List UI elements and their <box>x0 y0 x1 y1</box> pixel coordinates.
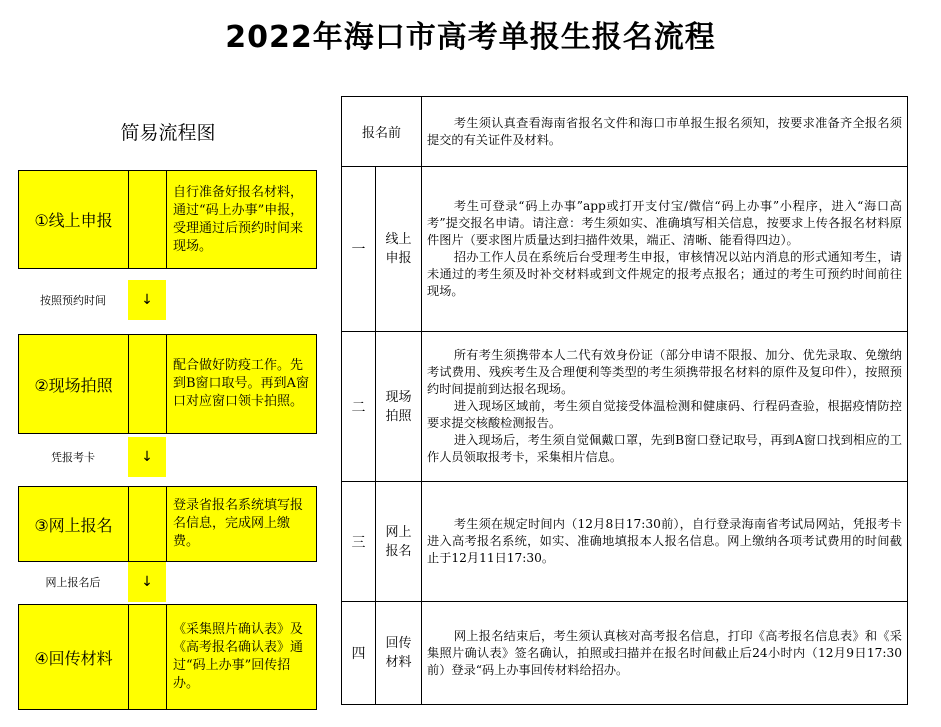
paragraph: 所有考生须携带本人二代有效身份证（部分申请不限报、加分、优先录取、免缴纳考试费用、残疾考生及合理便利等类型的考生须携带报名材料的原件及复印件），按照预约时间提前到达报名现场。 <box>427 348 902 396</box>
flow-step-spacer <box>129 335 167 433</box>
flow-step-upload-materials <box>18 604 317 710</box>
flow-step-desc: 《采集照片确认表》及《高考报名确认表》通过“码上办事”回传招办。 <box>173 622 304 691</box>
paragraph: 进入现场后，考生须自觉佩戴口罩，先到B窗口登记取号，再到A窗口找到相应的工作人员领取报考卡，采集相片信息。 <box>427 433 902 464</box>
flow-connector <box>18 562 317 602</box>
row-text <box>422 167 908 332</box>
flow-connector <box>18 437 317 477</box>
flow-connector <box>18 280 317 320</box>
table-row <box>342 167 908 332</box>
paragraph: 网上报名结束后，考生须认真核对高考报名信息，打印《高考报名信息表》和《采集照片确认表》签名确认，拍照或扫描并在报名时间截止后24小时内（12月9日17:30前）登录“码上办事回传材料给招办。 <box>427 628 902 677</box>
row-label: 现场拍照 <box>376 332 422 482</box>
pre-text <box>422 97 908 167</box>
flow-step-desc: 登录省报名系统填写报名信息，完成网上缴费。 <box>173 498 304 549</box>
flow-step-spacer <box>129 171 167 268</box>
flow-step-online-apply <box>18 170 317 269</box>
down-arrow-icon: ↓ <box>128 280 166 320</box>
down-arrow-icon: ↓ <box>128 562 166 602</box>
down-arrow-icon: ↓ <box>128 437 166 477</box>
flow-step-name: ②现场拍照 <box>19 335 129 433</box>
page-title: 2022年海口市高考单报生报名流程 <box>225 20 716 55</box>
flow-step-spacer <box>129 605 167 709</box>
flow-step-online-register <box>18 486 317 562</box>
pre-label: 报名前 <box>342 97 422 167</box>
row-text <box>422 602 908 705</box>
flow-step-desc: 配合做好防疫工作。先到B窗口取号。再到A窗口对应窗口领卡拍照。 <box>173 358 309 409</box>
row-number: 一 <box>342 167 376 332</box>
paragraph: 招办工作人员在系统后台受理考生申报，审核情况以站内消息的形式通知考生，请未通过的考生须及时补交材料或到文件规定的报考点报名；通过的考生可预约时间前往现场。 <box>427 250 902 298</box>
flow-step-spacer <box>129 487 167 561</box>
connector-label: 按照预约时间 <box>40 294 106 307</box>
flow-chart-heading: 简易流程图 <box>120 122 216 144</box>
paragraph: 进入现场区域前，考生须自觉接受体温检测和健康码、行程码查验，根据疫情防控要求提交核酸检测报告。 <box>427 399 902 430</box>
connector-label: 网上报名后 <box>45 576 101 589</box>
row-label: 线上申报 <box>376 167 422 332</box>
table-row <box>342 482 908 602</box>
flow-step-name: ①线上申报 <box>19 171 129 268</box>
table-row-pre <box>342 97 908 167</box>
flow-step-name: ③网上报名 <box>19 487 129 561</box>
row-label: 回传材料 <box>376 602 422 705</box>
connector-label: 凭报考卡 <box>51 451 95 464</box>
row-number: 二 <box>342 332 376 482</box>
flow-step-desc: 自行准备好报名材料，通过“码上办事”申报，受理通过后预约时间来现场。 <box>173 184 304 254</box>
flow-step-onsite-photo <box>18 334 317 434</box>
procedure-detail-table <box>341 96 908 705</box>
paragraph: 考生须在规定时间内（12月8日17:30前），自行登录海南省考试局网站，凭报考卡进入高考报名系统，如实、准确地填报本人报名信息。网上缴纳各项考试费用的时间截止于12月11日17:30。 <box>427 517 902 565</box>
flow-step-name: ④回传材料 <box>19 605 129 709</box>
table-row <box>342 602 908 705</box>
row-text <box>422 482 908 602</box>
row-label: 网上报名 <box>376 482 422 602</box>
paragraph: 考生须认真查看海南省报名文件和海口市单报生报名须知，按要求准备齐全报名须提交的有关证件及材料。 <box>427 115 902 147</box>
paragraph: 考生可登录“码上办事”app或打开支付宝/微信“码上办事”小程序，进入“海口高考”提交报名申请。请注意：考生须如实、准确填写相关信息，按要求上传各报名材料原件图片（要求图片质量达到扫描件效果，端正、清晰、能看得四边）。 <box>427 199 902 247</box>
row-number: 三 <box>342 482 376 602</box>
table-row <box>342 332 908 482</box>
row-number: 四 <box>342 602 376 705</box>
row-text <box>422 332 908 482</box>
